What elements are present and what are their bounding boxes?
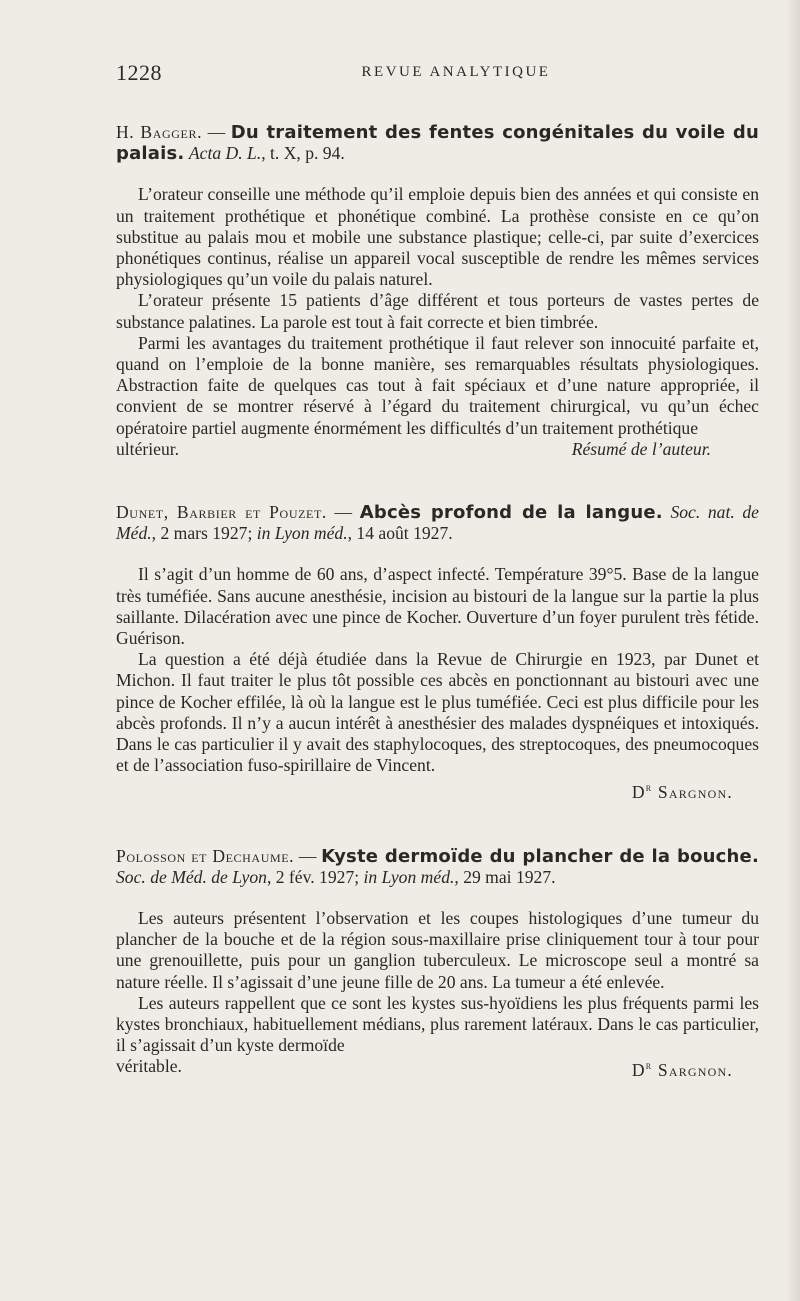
entry-closing-line <box>116 439 759 460</box>
entry-authors: Polosson et Dechaume. <box>116 845 295 866</box>
entry-source: Acta D. L. <box>188 143 262 164</box>
entry-paragraph: Les auteurs présentent l’observation et les coupes histologiques d’une tumeur du plancher de la bouche et de la région sous-maxillaire prise cliniquement tour à tour pour une grenouillette, puis pour un ganglion tuberculeux. Le microscope seul a montré sa nature réelle. Il s’agissait d’une jeune fille de 20 ans. La tumeur a été enlevée. <box>116 907 759 992</box>
entry-source-rest: , t. X, p. 94. <box>261 143 345 164</box>
entry-authors: Dunet, Barbier et Pouzet. <box>116 502 327 523</box>
entry-source-2: in Lyon méd. <box>256 523 348 544</box>
entry-authors: H. Bagger. <box>116 122 203 142</box>
signature-name: Sargnon. <box>657 1060 733 1081</box>
entry-source-mid: , 2 fév. 1927; <box>266 866 364 887</box>
entry-headline <box>116 502 759 544</box>
entry-headline <box>116 846 759 888</box>
abstract-entry-bagger <box>116 122 759 460</box>
entry-source-rest: , 29 mai 1927. <box>454 866 556 887</box>
signature-sup: r <box>645 782 653 795</box>
entry-last-line: ultérieur. <box>116 438 180 459</box>
signature-name: Sargnon. <box>657 782 733 803</box>
entry-headline <box>116 122 759 164</box>
entry-paragraph: Les auteurs rappellent que ce sont les kystes sus-hyoïdiens les plus fréquents parmi les kystes bronchiaux, habituellement médians, plus rarement latéraux. Dans le cas particulier, il s’agissait d’un kyste dermoïde <box>116 992 759 1056</box>
entry-dash: — <box>202 122 231 142</box>
entry-title: Kyste dermoïde du plancher de la bouche. <box>321 845 759 867</box>
entry-closing-line <box>116 1056 759 1081</box>
abstract-entry-dunet <box>116 502 759 804</box>
entry-paragraph: La question a été déjà étudiée dans la Revue de Chirurgie en 1923, par Dunet et Michon. Il faut traiter le plus tôt possible ces abcès en ponctionnant au bistouri avec une pince de Kocher effilée, là où la langue est le plus tuméfiée. Ceci est plus difficile pour les abcès profonds. Il n’y a aucun intérêt à anesthésier des malades dyspnéiques et intoxiqués. Dans le cas particulier il y avait des staphylocoques, des streptocoques, des pneumocoques et de l’association fuso-spirillaire de Vincent. <box>116 649 759 776</box>
entry-signature: Résumé de l’auteur. <box>571 438 711 459</box>
entry-signature <box>632 1056 759 1081</box>
page-edge-shadow <box>786 0 800 1301</box>
signature-sup: r <box>645 1060 653 1073</box>
entry-source-mid: , 2 mars 1927; <box>151 523 257 544</box>
entry-paragraph: Il s’agit d’un homme de 60 ans, d’aspect infecté. Température 39°5. Base de la langue très tuméfiée. Sans aucune anesthésie, incision au bistouri de la langue sur la partie la plus saillante. Dilacération avec une pince de Kocher. Ouverture d’un foyer purulent très fétide. Guérison. <box>116 564 759 649</box>
entry-signature <box>632 778 759 803</box>
page-number: 1228 <box>116 60 162 85</box>
entry-dash: — <box>326 502 360 523</box>
entry-source: Soc. nat. de Méd. <box>116 502 759 544</box>
entry-paragraph: L’orateur conseille une méthode qu’il emploie depuis bien des années et qui consiste en un traitement prothétique et phonétique combiné. La prothèse consiste en ce qu’on substitue au palais mou et mobile une substance plastique; celle-ci, par suite d’exercices phonétiques continus, réalise un appareil vocal susceptible de rendre les mêmes services physiologiques qu’un voile du palais naturel. <box>116 184 759 290</box>
entry-last-line: véritable. <box>116 1056 182 1077</box>
article-column <box>116 122 759 1081</box>
signature-prefix: D <box>631 782 646 803</box>
running-title: REVUE ANALYTIQUE <box>361 64 551 80</box>
entry-paragraph: Parmi les avantages du traitement prothétique il faut relever son innocuité parfaite et, quand on l’emploie de la bonne manière, ses remarquables résultats physiologiques. Abstraction faite de quelques cas tout à fait spéciaux et d’une nature appropriée, il convient de se montrer réservé à l’égard du traitement chirurgical, vu qu’un échec opératoire partiel augmente énormément les difficultés d’un traitement prothétique <box>116 332 759 438</box>
entry-dash: — <box>294 845 322 866</box>
entry-source: Soc. de Méd. de Lyon <box>116 866 267 887</box>
entry-signature-line <box>116 778 759 803</box>
entry-paragraph: L’orateur présente 15 patients d’âge différent et tous porteurs de vastes pertes de substance palatines. La parole est tout à fait correcte et bien timbrée. <box>116 290 759 332</box>
signature-prefix: D <box>631 1060 646 1081</box>
page-header <box>116 60 756 90</box>
entry-source-2: in Lyon méd. <box>363 866 455 887</box>
entry-title: Du traitement des fentes congénitales du voile du palais. <box>116 122 760 165</box>
entry-title: Abcès profond de la langue. <box>359 502 663 524</box>
entry-source-rest: , 14 août 1927. <box>347 523 453 544</box>
abstract-entry-polosson <box>116 846 759 1082</box>
